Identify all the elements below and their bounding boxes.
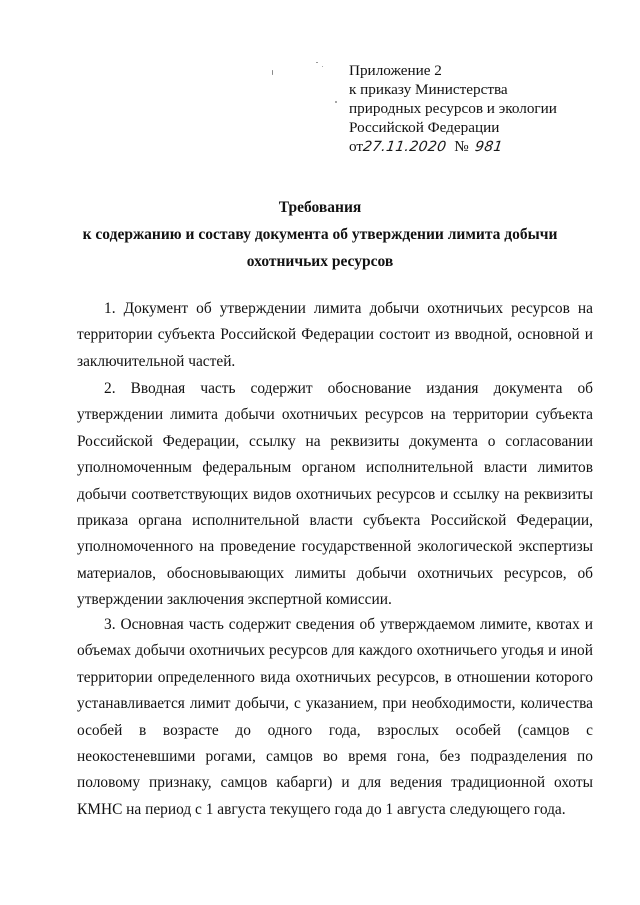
document-subtitle-line-2: охотничьих ресурсов bbox=[246, 253, 394, 270]
scan-speck bbox=[316, 62, 318, 63]
appendix-country: Российской Федерации bbox=[349, 119, 500, 136]
scan-speck bbox=[322, 66, 323, 67]
handwritten-date: 27.11.2020 bbox=[361, 139, 448, 155]
document-subtitle-line-1: к содержанию и составу документа об утверждении лимита добычи bbox=[82, 226, 558, 243]
appendix-title: Приложение 2 bbox=[349, 62, 442, 79]
appendix-header bbox=[349, 61, 557, 157]
scan-speck bbox=[272, 70, 273, 75]
appendix-order-ref: к приказу Министерства bbox=[349, 81, 508, 98]
appendix-ministry: природных ресурсов и экологии bbox=[349, 100, 557, 117]
handwritten-number: 981 bbox=[473, 139, 504, 155]
paragraph-1: 1. Документ об утверждении лимита добычи охотничьих ресурсов на территории субъекта Российской Федерации состоит из вводной, основной и заключительной частей. bbox=[77, 300, 593, 370]
paragraph-2: 2. Вводная часть содержит обоснование издания документа об утверждении лимита добычи охотничьих ресурсов на территории субъекта Российской Федерации, ссылку на реквизиты документа о согласовании уполномоченным федеральным органом исполнительной власти лимитов добычи соответствующих видов охотничьих ресурсов и ссылку на реквизиты приказа органа исполнительной власти субъекта Российской Федерации, уполномоченного на проведение государственной экологической экспертизы материалов, обосновывающих лимиты добычи охотничьих ресурсов, об утверждении заключения экспертной комиссии. bbox=[77, 380, 593, 609]
date-prefix: от bbox=[349, 138, 364, 155]
number-sign: № bbox=[454, 138, 469, 155]
document-title: Требования bbox=[278, 199, 362, 216]
appendix-date-line bbox=[349, 137, 557, 157]
paragraph-3: 3. Основная часть содержит сведения об утверждаемом лимите, квотах и объемах добычи охотничьих ресурсов для каждого охотничьего угодья и иной территории определенного вида охотничьих ресурсов, в отношении которого устанавливается лимит добычи, с указанием, при необходимости, количества особей в возрасте до одного года, взрослых особей (самцов с неокостеневшими рогами, самцов во время гона, без подразделения по половому признаку, самцов кабарги) и для ведения традиционной охоты КМНС на период с 1 августа текущего года до 1 августа следующего года. bbox=[77, 616, 593, 818]
scan-speck bbox=[335, 101, 337, 103]
